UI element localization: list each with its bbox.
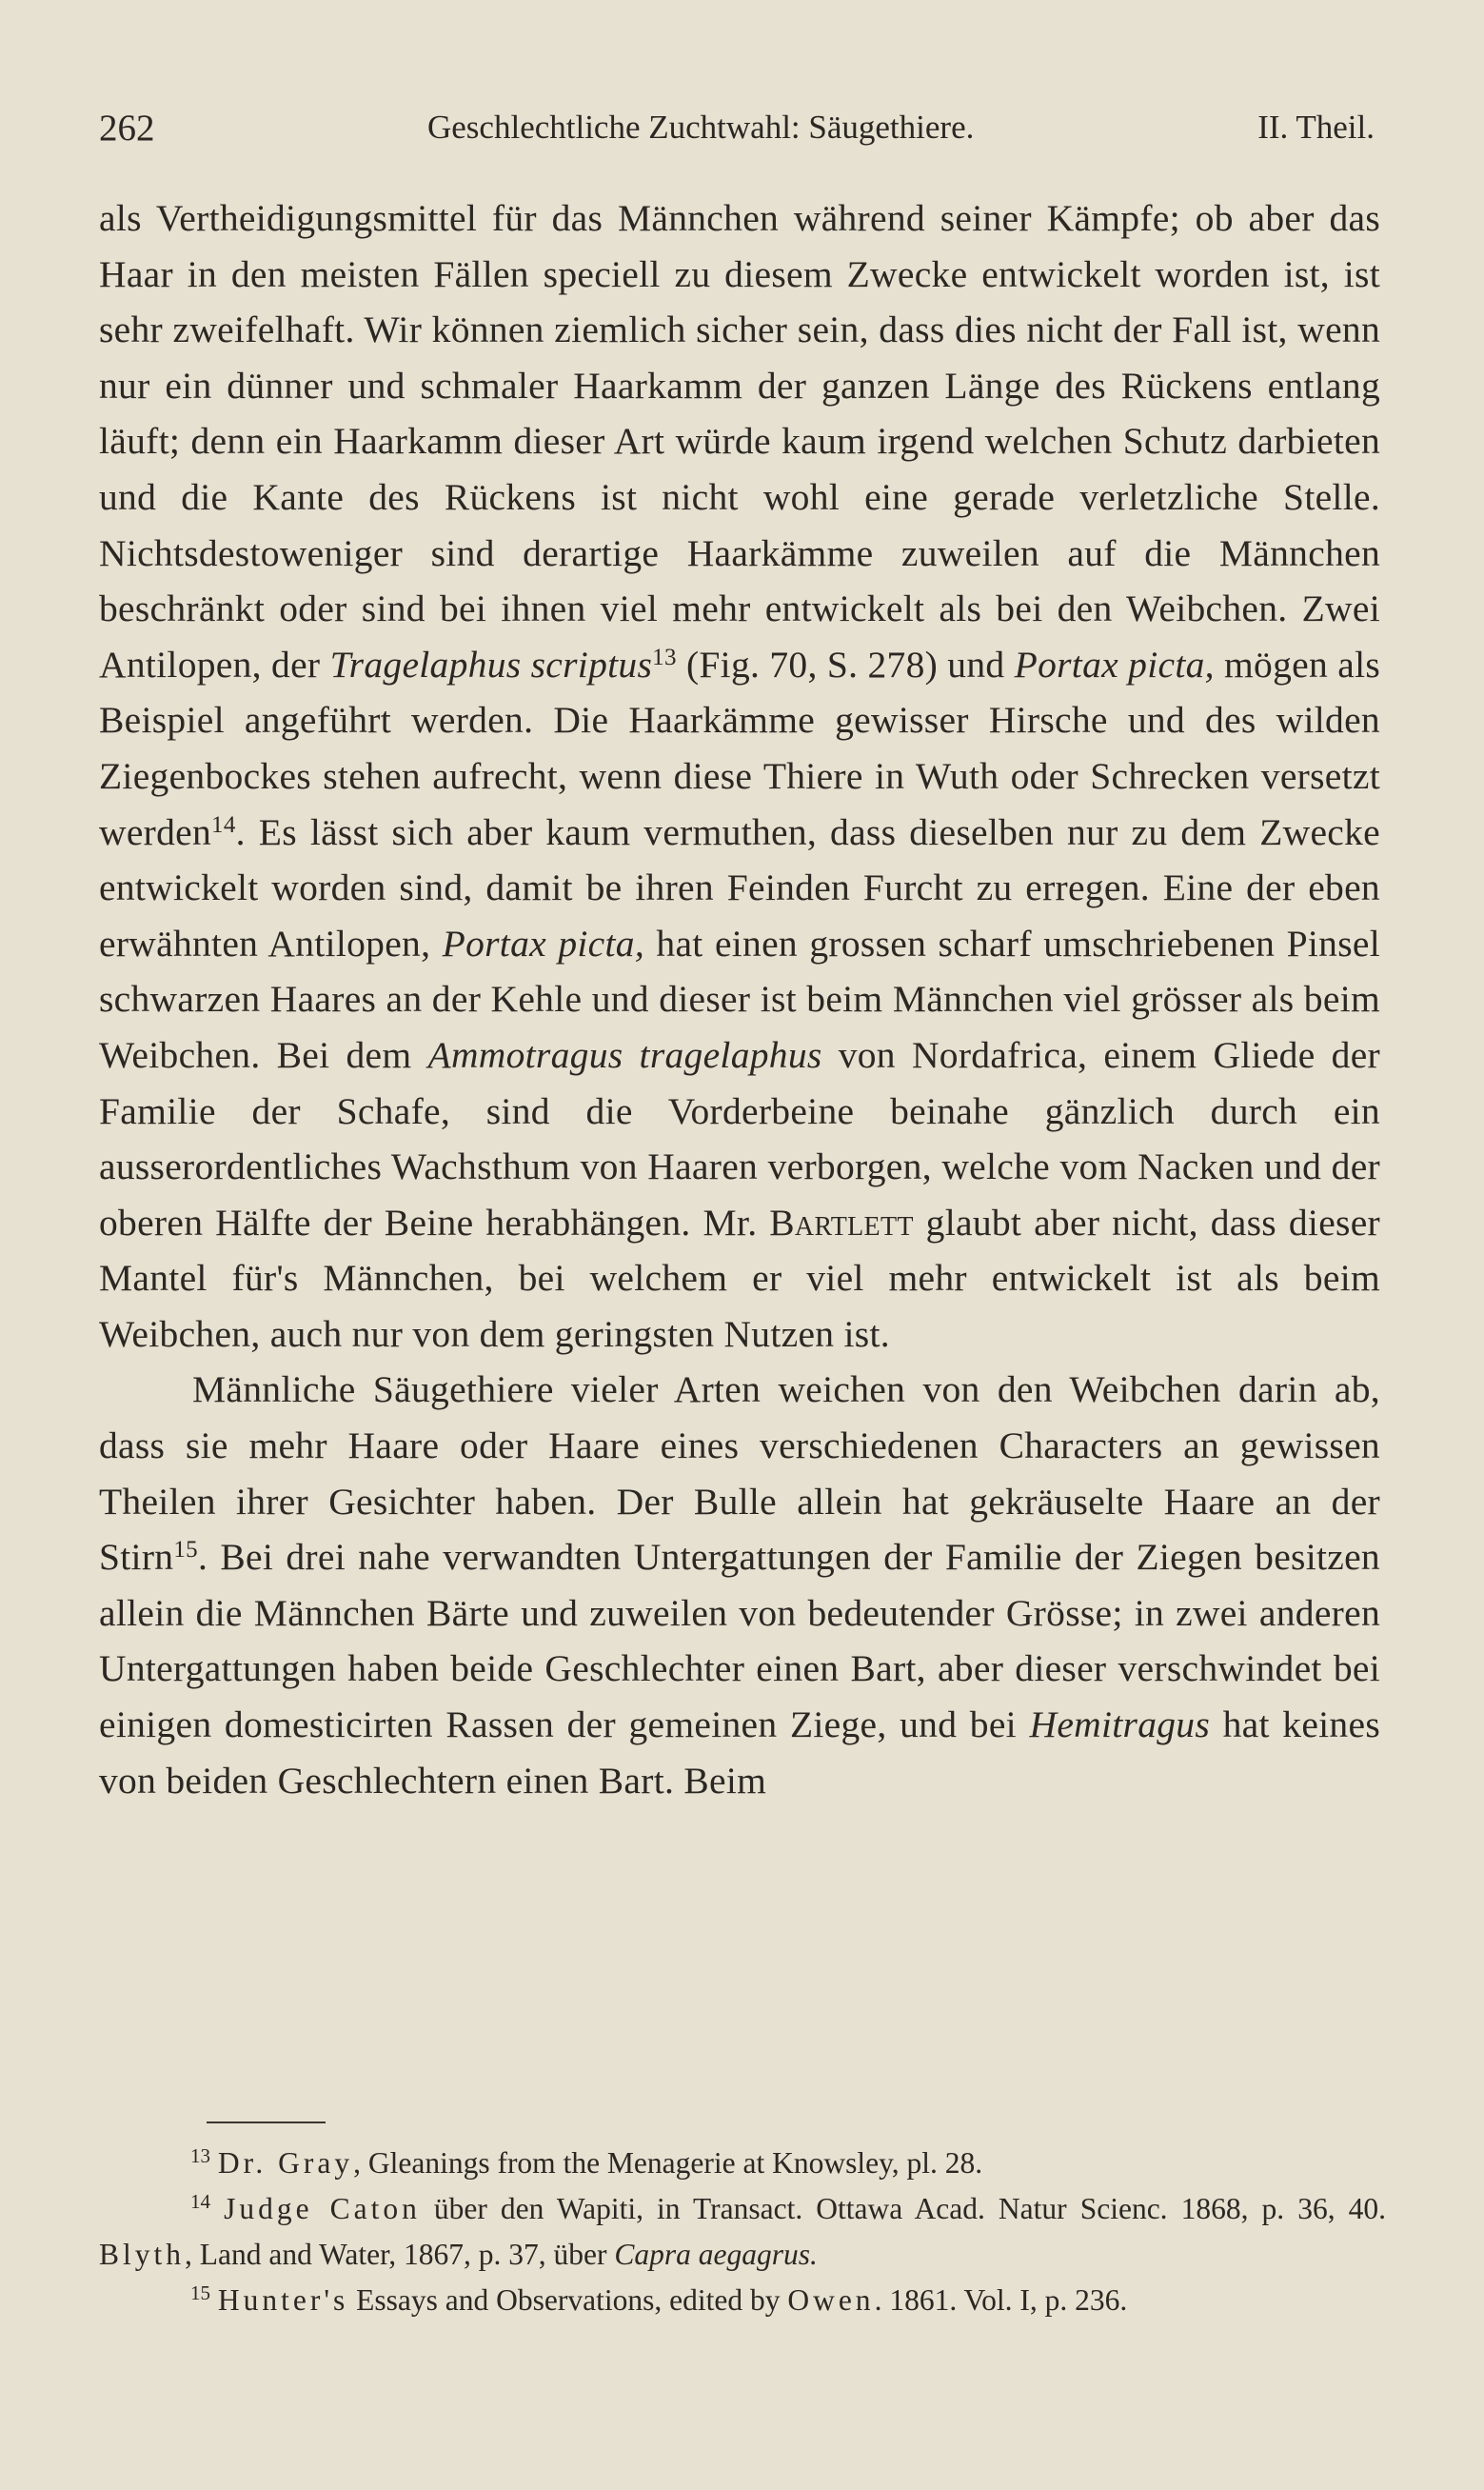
footnote-rule [207, 2121, 326, 2123]
footnote-text: über den Wapiti, in Transact. Ottawa Acad. Natur Scienc. 1868, p. 36, 40. [420, 2192, 1387, 2225]
text-run: . Es lässt sich aber kaum vermuthen, dass dieselben nur zu dem Zwecke entwickelt worden sind, damit be ihren Feinden Furcht zu erregen. Eine der eben erwähnten Antilopen, [99, 810, 1380, 965]
species-name: Portax picta, [1014, 643, 1215, 686]
footnote-number: 14 [190, 2190, 210, 2213]
footnote-author: Owen [787, 2283, 875, 2317]
species-name: Tragelaphus scriptus [329, 643, 653, 686]
species-name: Hemitragus [1029, 1703, 1211, 1746]
footnote-ref: 15 [173, 1537, 198, 1564]
text-run: hat einen grossen scharf umschriebenen Pinsel schwarzen Haares an der Kehle und dieser ist beim Männchen viel grösser als beim Weibchen. Bei dem [99, 922, 1380, 1076]
footnote-ref: 14 [211, 811, 236, 838]
species-name: Portax picta, [442, 922, 645, 965]
species-name: Ammotragus tragelaphus [427, 1033, 822, 1076]
footnote-author: Hunter's [217, 2283, 349, 2317]
footnote-text: , Land and Water, 1867, p. 37, über [185, 2238, 615, 2271]
running-title: Geschlechtliche Zuchtwahl: Säugethiere. [427, 109, 975, 146]
text-run: mögen als Beispiel angeführt werden. Die Haarkämme gewisser Hirsche und des wilden Ziegenbockes stehen aufrecht, wenn diese Thiere in Wuth oder Schrecken versetzt werden [99, 643, 1381, 853]
footnote-author: Blyth [99, 2238, 186, 2271]
text-run: hat keines von beiden Geschlechtern einen Bart. Beim [99, 1703, 1380, 1802]
footnotes [99, 2141, 1386, 2323]
text-run: als Vertheidigungsmittel für das Männchen während seiner Kämpfe; ob aber das Haar in den meisten Fällen speciell zu diesem Zwecke entwickelt worden ist, ist sehr zweifelhaft. Wir können ziemlich sicher sein, dass dies nicht der Fall ist, wenn nur ein dünner und schmaler Haarkamm der ganzen Länge des Rückens entlang läuft; denn ein Haarkamm dieser Art würde kaum irgend welchen Schutz darbieten und die Kante des Rückens ist nicht wohl eine gerade verletzliche Stelle. Nichtsdestoweniger sind derartige Haarkämme zuweilen auf die Männchen beschränkt oder sind bei ihnen viel mehr entwickelt als bei den Weibchen. Zwei Antilopen, der [99, 197, 1380, 686]
footnote-text: , Gleanings from the Menagerie at Knowsley, pl. 28. [353, 2146, 983, 2180]
paragraph-1 [99, 190, 1380, 1362]
body-text [99, 190, 1380, 1808]
footnote-14 [99, 2186, 1386, 2278]
footnote-author: Dr. Gray [217, 2146, 354, 2180]
text-run: . Bei drei nahe verwandten Untergattungen der Familie der Ziegen besitzen allein die Männchen Bärte und zuweilen von bedeutender Grösse; in zwei anderen Untergattungen haben beide Geschlechter einen Bart, aber dieser verschwindet bei einigen domesticirten Rassen der gemeinen Ziege, und bei [99, 1536, 1380, 1746]
paragraph-2 [99, 1362, 1380, 1808]
person-name: Bartlett [769, 1201, 914, 1244]
page-number: 262 [99, 108, 155, 149]
footnote-text: Essays and Observations, edited by [348, 2283, 788, 2317]
footnote-number: 13 [190, 2144, 210, 2167]
species-name: Capra aegagrus. [614, 2238, 818, 2271]
running-header [99, 107, 1375, 154]
footnote-13 [99, 2141, 1386, 2186]
footnote-author: Judge Caton [224, 2192, 421, 2225]
footnote-text: . 1861. Vol. I, p. 236. [874, 2283, 1128, 2317]
text-run: glaubt aber nicht, dass dieser Mantel für's Männchen, bei welchem er viel mehr entwickelt ist als beim Weibchen, auch nur von dem geringsten Nutzen ist. [99, 1201, 1380, 1355]
text-run: Männliche Säugethiere vieler Arten weichen von den Weibchen darin ab, dass sie mehr Haare oder Haare eines verschiedenen Characters an gewissen Theilen ihrer Gesichter haben. Der Bulle allein hat gekräuselte Haare an der Stirn [99, 1368, 1380, 1579]
footnote-number: 15 [190, 2281, 210, 2304]
footnote-15 [99, 2278, 1386, 2323]
text-run: (Fig. 70, S. 278) und [676, 643, 1015, 686]
text-run: von Nordafrica, einem Gliede der Familie der Schafe, sind die Vorderbeine beinahe gänzlich durch ein ausserordentliches Wachsthum von Haaren verborgen, welche vom Nacken und der oberen Hälfte der Beine herabhängen. Mr. [99, 1033, 1380, 1244]
part-label: II. Theil. [1257, 109, 1375, 146]
footnote-ref: 13 [652, 644, 677, 670]
